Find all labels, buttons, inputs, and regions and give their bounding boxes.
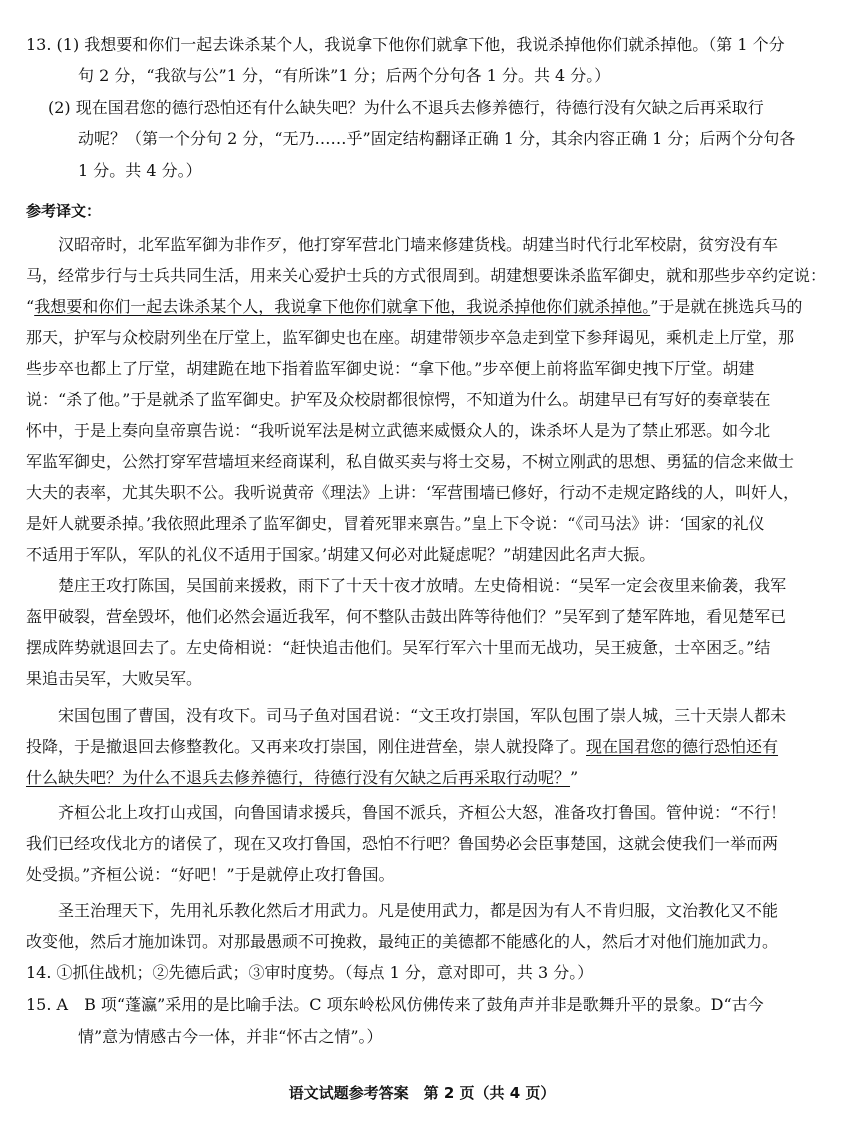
page-footer: 语文试题参考答案 第 2 页（共 4 页）	[288, 1084, 556, 1102]
underlined-sentence-1: 我想要和你们一起去诛杀某个人，我说拿下他你们就拿下他，我说杀掉他你们就杀掉他。	[34, 297, 651, 316]
para3-line1: 宋国包围了曹国，没有攻下。司马子鱼对国君说：“文王攻打崇国，军队包围了崇人城，三十天崇人都未	[58, 706, 787, 725]
para1-line6: 说：“杀了他。”于是就杀了监军御史。护军及众校尉都很惊愕，不知道为什么。胡建早已有写好的奏章装在	[26, 390, 771, 409]
q13-part1-line2: 句 2 分，“我欲与公”1 分，“有所诛”1 分；后两个分句各 1 分。共 4 分。）	[78, 66, 611, 85]
para1-line4: 那天，护军与众校尉列坐在厅堂上，监军御史也在座。胡建带领步卒急走到堂下参拜谒见，乘机走上厅堂，那	[26, 328, 795, 347]
para1-line3: “我想要和你们一起去诛杀某个人，我说拿下他你们就拿下他，我说杀掉他你们就杀掉他。”于是就在挑选兵马的	[26, 297, 803, 316]
para1-line2: 马，经常步行与士兵共同生活，用来关心爱护士兵的方式很周到。胡建想要诛杀监军御史，就和那些步卒约定说：	[26, 266, 827, 285]
q13-part2-line1: (2) 现在国君您的德行恐怕还有什么缺失吧？为什么不退兵去修养德行，待德行没有欠缺之后再采取行	[48, 98, 764, 117]
para2-line1: 楚庄王攻打陈国，吴国前来援救，雨下了十天十夜才放晴。左史倚相说：“吴军一定会夜里来偷袭，我军	[58, 576, 787, 595]
para1-line8: 军监军御史，公然打穿军营墙垣来经商谋利，私自做买卖与将士交易，不树立刚武的思想、勇猛的信念来做士	[26, 452, 795, 471]
para3-line3: 什么缺失吧？为什么不退兵去修养德行，待德行没有欠缺之后再采取行动呢？”	[26, 768, 579, 787]
para5-line2: 改变他，然后才施加诛罚。对那最愚顽不可挽救，最纯正的美德都不能感化的人，然后才对他们施加武力。	[26, 932, 779, 951]
para1-line1: 汉昭帝时，北军监军御为非作歹，他打穿军营北门墙来修建货栈。胡建当时代行北军校尉，贫穷没有车	[58, 235, 779, 254]
para2-line3: 摆成阵势就退回去了。左史倚相说：“赶快追击他们。吴军行军六十里而无战功，吴王疲惫，士卒困乏。”结	[26, 638, 771, 657]
underlined-sentence-2a: 现在国君您的德行恐怕还有	[586, 737, 779, 756]
para1-line11: 不适用于军队，军队的礼仪不适用于国家。’胡建又何必对此疑虑呢？”胡建因此名声大振。	[26, 545, 656, 564]
q15-line1: 15. A B 项“蓬瀛”采用的是比喻手法。C 项东岭松风仿佛传来了鼓角声并非是歌舞升平的景象。D“古今	[26, 995, 764, 1014]
q13-part1-line1: 13. (1) 我想要和你们一起去诛杀某个人，我说拿下他你们就拿下他，我说杀掉他你们就杀掉他。（第 1 个分	[26, 35, 785, 54]
para4-line2: 我们已经攻伐北方的诸侯了，现在又攻打鲁国，恐怕不行吧？鲁国势必会臣事楚国，这就会使我们一举而两	[26, 834, 779, 853]
para5-line1: 圣王治理天下，先用礼乐教化然后才用武力。凡是使用武力，都是因为有人不肯归服，文治教化又不能	[58, 901, 779, 920]
para2-line4: 果追击吴军，大败吴军。	[26, 669, 203, 688]
para2-line2: 盔甲破裂，营垒毁坏，他们必然会逼近我军，何不整队击鼓出阵等待他们？”吴军到了楚军阵地，看见楚军已	[26, 607, 787, 626]
para1-line10: 是奸人就要杀掉。’我依照此理杀了监军御史，冒着死罪来禀告。”皇上下令说：“《司马法》讲：‘国家的礼仪	[26, 514, 765, 533]
para1-line9: 大夫的表率，尤其失职不公。我听说黄帝《理法》上讲：‘军营围墙已修好，行动不走规定路线的人，叫奸人，	[26, 483, 800, 502]
para3-line2: 投降，于是撤退回去修整教化。又再来攻打崇国，刚住进营垒，崇人就投降了。现在国君您的德行恐怕还有	[26, 737, 779, 756]
para1-line5: 些步卒也都上了厅堂，胡建跪在地下指着监军御史说：“拿下他。”步卒便上前将监军御史拽下厅堂。胡建	[26, 359, 755, 378]
q14-answer: 14. ①抓住战机；②先德后武；③审时度势。（每点 1 分，意对即可，共 3 分。）	[26, 963, 594, 982]
underlined-sentence-2b: 什么缺失吧？为什么不退兵去修养德行，待德行没有欠缺之后再采取行动呢？	[26, 768, 571, 787]
reference-translation-heading: 参考译文：	[26, 202, 102, 220]
para1-line7: 怀中，于是上奏向皇帝禀告说：“我听说军法是树立武德来威慑众人的，诛杀坏人是为了禁止邪恶。如今北	[26, 421, 771, 440]
q13-part2-line3: 1 分。共 4 分。）	[78, 161, 202, 180]
q15-line2: 情”意为情感古今一体，并非“怀古之情”。）	[78, 1027, 383, 1046]
para4-line1: 齐桓公北上攻打山戎国，向鲁国请求援兵，鲁国不派兵，齐桓公大怒，准备攻打鲁国。管仲说：“不行！	[58, 803, 787, 822]
para4-line3: 处受损。”齐桓公说：“好吧！”于是就停止攻打鲁国。	[26, 865, 395, 884]
q13-part2-line2: 动呢？（第一个分句 2 分，“无乃……乎”固定结构翻译正确 1 分，其余内容正确 1 分；后两个分句各	[78, 129, 796, 148]
